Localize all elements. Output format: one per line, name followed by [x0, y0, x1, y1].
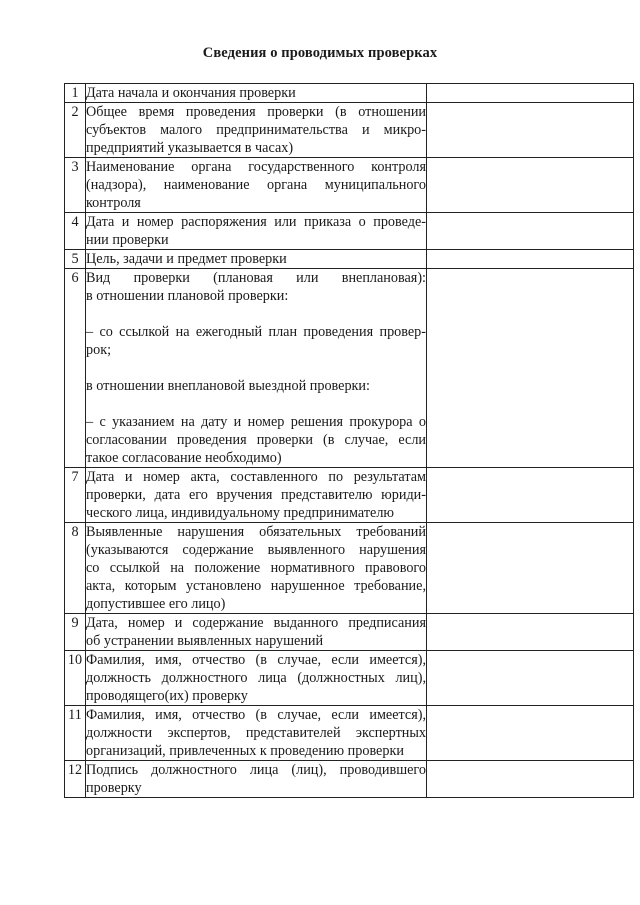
table-row	[65, 706, 634, 761]
row-number: 1	[65, 84, 86, 103]
table-row	[65, 213, 634, 250]
row-value-cell[interactable]	[427, 269, 634, 468]
row-value-cell[interactable]	[427, 523, 634, 614]
row-value-cell[interactable]	[427, 250, 634, 269]
description-line: Общее время проведения проверки (в отношении	[86, 104, 426, 120]
description-line: рок;	[86, 342, 112, 358]
row-value-cell[interactable]	[427, 158, 634, 213]
table-row	[65, 468, 634, 523]
inspection-table-body	[65, 84, 634, 798]
document-title: Сведения о проводимых проверках	[202, 45, 438, 61]
description-line: организаций, привлеченных к проведению проверки	[86, 743, 404, 759]
row-number: 12	[65, 761, 86, 798]
row-description	[86, 213, 427, 250]
row-number: 4	[65, 213, 86, 250]
row-value-cell[interactable]	[427, 651, 634, 706]
row-value-cell[interactable]	[427, 761, 634, 798]
description-line: Подпись должностного лица (лиц), проводившего	[86, 762, 426, 778]
description-line: Выявленные нарушения обязательных требований	[86, 524, 426, 540]
description-line: проверки, дата его вручения представителю юриди-	[86, 487, 426, 503]
table-row	[65, 250, 634, 269]
description-line: Дата и номер акта, составленного по результатам	[86, 469, 426, 485]
description-line: Дата, номер и содержание выданного предписания	[86, 615, 426, 631]
table-row	[65, 269, 634, 468]
row-number: 11	[65, 706, 86, 761]
row-description	[86, 250, 427, 269]
row-value-cell[interactable]	[427, 103, 634, 158]
row-description	[86, 523, 427, 614]
row-number: 9	[65, 614, 86, 651]
description-line: Фамилия, имя, отчество (в случае, если имеется),	[86, 707, 426, 723]
description-line: проверку	[86, 780, 142, 796]
row-description	[86, 103, 427, 158]
row-description	[86, 706, 427, 761]
description-line: (надзора), наименование органа муниципального	[86, 177, 426, 193]
row-description	[86, 761, 427, 798]
description-line: Цель, задачи и предмет проверки	[86, 251, 287, 267]
description-line: нии проверки	[86, 232, 169, 248]
description-line: согласовании проведения проверки (в случае, если	[86, 432, 426, 448]
description-line: акта, которым установлено нарушенное требование,	[86, 578, 426, 594]
description-line: проводящего(их) проверку	[86, 688, 248, 704]
description-line: контроля	[86, 195, 141, 211]
row-value-cell[interactable]	[427, 614, 634, 651]
description-line: – со ссылкой на ежегодный план проведения провер-	[86, 324, 426, 340]
blank-line	[86, 305, 426, 323]
row-number: 3	[65, 158, 86, 213]
row-number: 8	[65, 523, 86, 614]
row-description	[86, 468, 427, 523]
description-line: в отношении внеплановой выездной проверки:	[86, 378, 370, 394]
row-description	[86, 269, 427, 468]
description-line: Дата и номер распоряжения или приказа о проведе-	[86, 214, 426, 230]
description-line: – с указанием на дату и номер решения прокурора о	[86, 414, 426, 430]
description-line: со ссылкой на положение нормативного правового	[86, 560, 426, 576]
row-description	[86, 614, 427, 651]
row-number: 2	[65, 103, 86, 158]
row-value-cell[interactable]	[427, 468, 634, 523]
table-row	[65, 84, 634, 103]
description-line: в отношении плановой проверки:	[86, 288, 289, 304]
description-line: Фамилия, имя, отчество (в случае, если имеется),	[86, 652, 426, 668]
table-row	[65, 651, 634, 706]
description-line: ческого лица, индивидуальному предпринимателю	[86, 505, 394, 521]
description-line: должности экспертов, представителей экспертных	[86, 725, 426, 741]
description-line: Вид проверки (плановая или внеплановая):	[86, 270, 426, 286]
row-number: 5	[65, 250, 86, 269]
description-line: субъектов малого предпринимательства и микро-	[86, 122, 426, 138]
description-line: должность должностного лица (должностных лиц),	[86, 670, 426, 686]
row-number: 7	[65, 468, 86, 523]
description-line: (указываются содержание выявленного нарушения	[86, 542, 426, 558]
row-description	[86, 651, 427, 706]
row-value-cell[interactable]	[427, 706, 634, 761]
row-number: 6	[65, 269, 86, 468]
description-line: такое согласование необходимо)	[86, 450, 282, 466]
description-line: Наименование органа государственного контроля	[86, 159, 426, 175]
row-description	[86, 84, 427, 103]
table-row	[65, 103, 634, 158]
blank-line	[86, 395, 426, 413]
row-number: 10	[65, 651, 86, 706]
table-row	[65, 523, 634, 614]
row-description	[86, 158, 427, 213]
description-line: допустившее его лицо)	[86, 596, 226, 612]
description-line: Дата начала и окончания проверки	[86, 85, 296, 101]
row-value-cell[interactable]	[427, 213, 634, 250]
blank-line	[86, 359, 426, 377]
table-row	[65, 761, 634, 798]
row-value-cell[interactable]	[427, 84, 634, 103]
description-line: об устранении выявленных нарушений	[86, 633, 324, 649]
description-line: предприятий указывается в часах)	[86, 140, 294, 156]
table-row	[65, 614, 634, 651]
table-row	[65, 158, 634, 213]
inspection-table	[64, 83, 634, 798]
